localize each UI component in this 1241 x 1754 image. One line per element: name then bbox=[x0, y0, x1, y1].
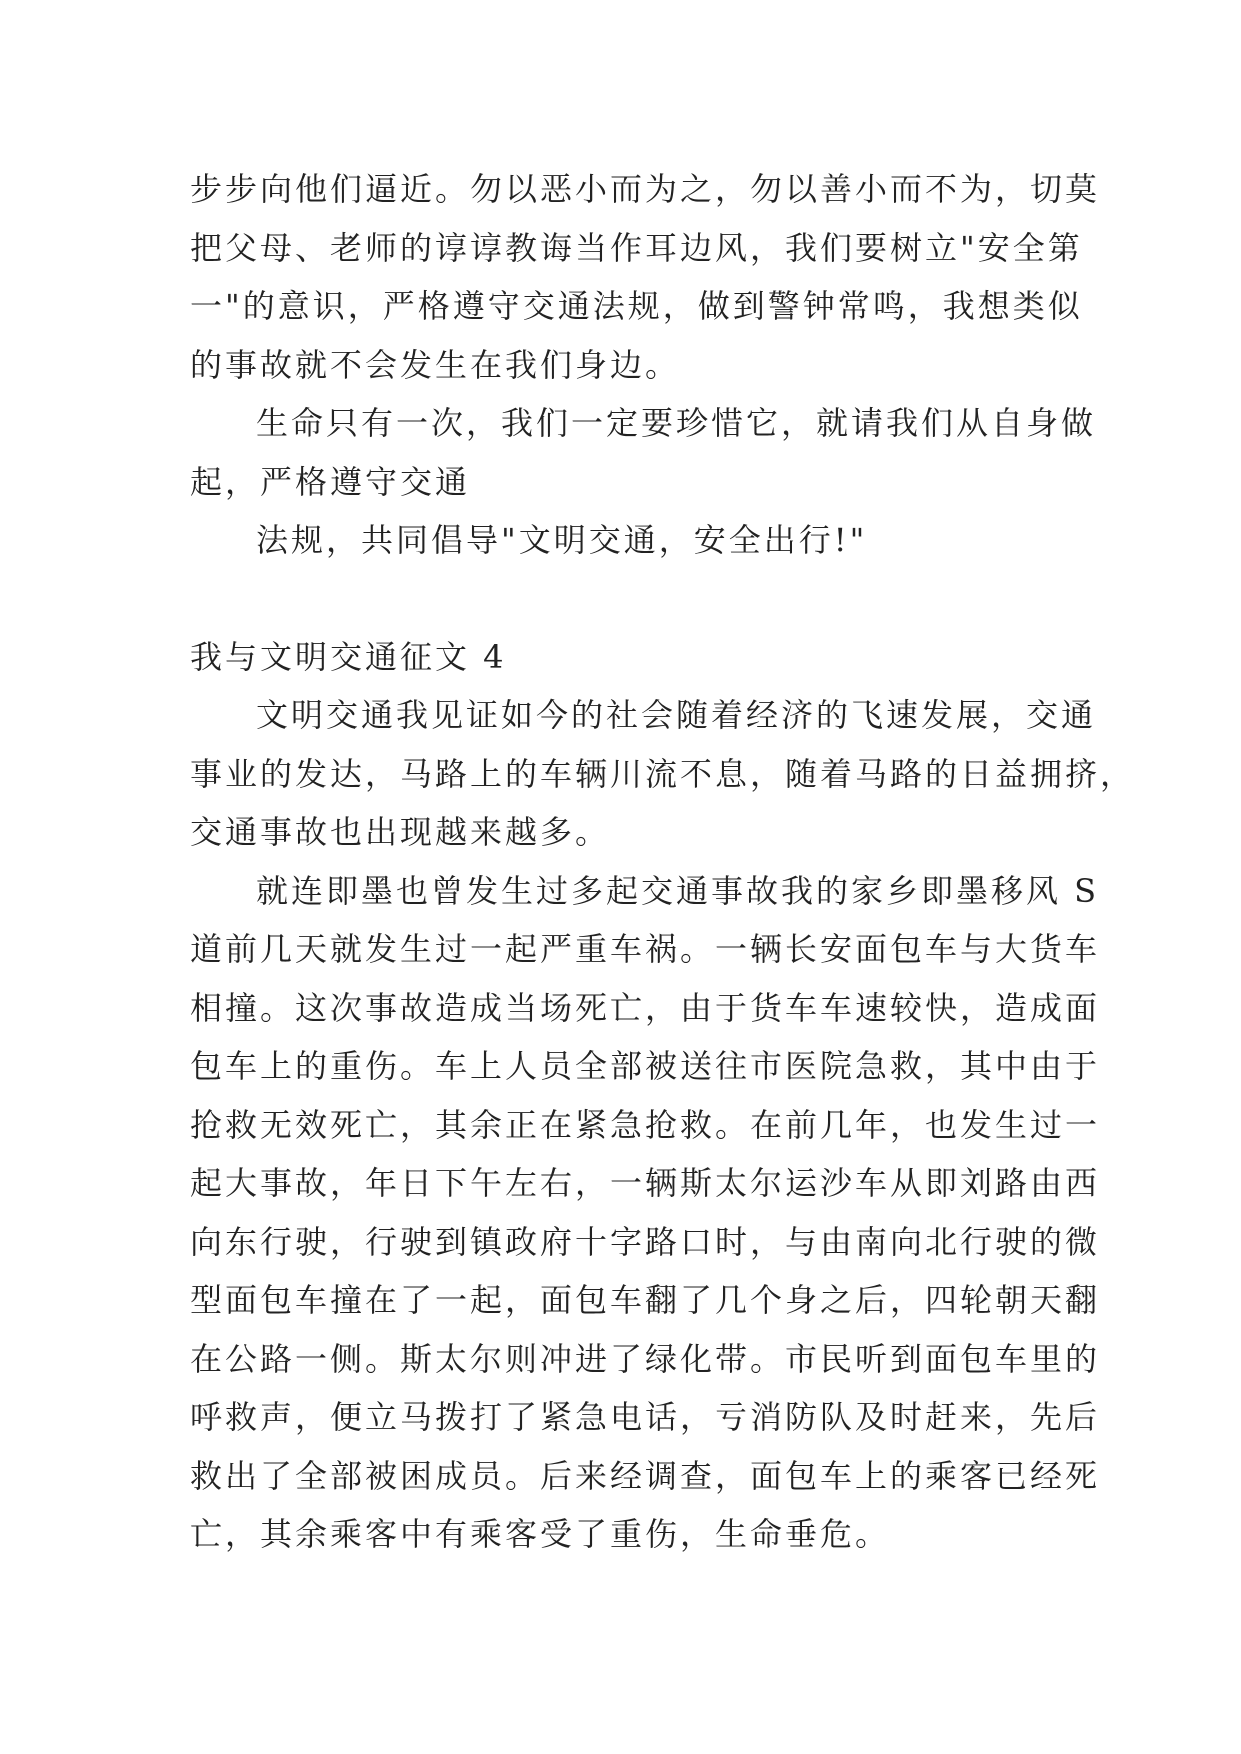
paragraph-line: 相撞。这次事故造成当场死亡，由于货车车速较快，造成面 bbox=[190, 989, 1101, 1027]
paragraph-line: 抢救无效死亡，其余正在紧急抢救。在前几年，也发生过一 bbox=[190, 1106, 1101, 1144]
paragraph-line: 一"的意识，严格遵守交通法规，做到警钟常鸣，我想类似 bbox=[190, 287, 1083, 325]
paragraph-line: 生命只有一次，我们一定要珍惜它，就请我们从自身做 bbox=[256, 404, 1097, 442]
paragraph-line: 起大事故，年日下午左右，一辆斯太尔运沙车从即刘路由西 bbox=[190, 1164, 1101, 1202]
paragraph-line: 亡，其余乘客中有乘客受了重伤，生命垂危。 bbox=[190, 1515, 891, 1553]
paragraph-line: 文明交通我见证如今的社会随着经济的飞速发展，交通 bbox=[256, 696, 1097, 734]
paragraph-line: 型面包车撞在了一起，面包车翻了几个身之后，四轮朝天翻 bbox=[190, 1281, 1101, 1319]
paragraph-line: 步步向他们逼近。勿以恶小而为之，勿以善小而不为，切莫 bbox=[190, 170, 1101, 208]
paragraph-line: 交通事故也出现越来越多。 bbox=[190, 813, 611, 851]
paragraph-line: 事业的发达，马路上的车辆川流不息，随着马路的日益拥挤， bbox=[190, 755, 1136, 793]
section-title: 我与文明交通征文 4 bbox=[190, 638, 507, 676]
paragraph-line: 呼救声，便立马拨打了紧急电话，亏消防队及时赶来，先后 bbox=[190, 1398, 1101, 1436]
paragraph-line: 向东行驶，行驶到镇政府十字路口时，与由南向北行驶的微 bbox=[190, 1223, 1101, 1261]
paragraph-line: 包车上的重伤。车上人员全部被送往市医院急救，其中由于 bbox=[190, 1047, 1101, 1085]
paragraph-line: 起，严格遵守交通 bbox=[190, 463, 471, 501]
paragraph-line: 就连即墨也曾发生过多起交通事故我的家乡即墨移风 S bbox=[256, 872, 1100, 910]
paragraph-line: 道前几天就发生过一起严重车祸。一辆长安面包车与大货车 bbox=[190, 930, 1101, 968]
paragraph-line: 法规，共同倡导"文明交通，安全出行!" bbox=[256, 521, 868, 559]
paragraph-line: 救出了全部被困成员。后来经调查，面包车上的乘客已经死 bbox=[190, 1457, 1101, 1495]
paragraph-line: 的事故就不会发生在我们身边。 bbox=[190, 346, 681, 384]
paragraph-line: 把父母、老师的谆谆教诲当作耳边风，我们要树立"安全第 bbox=[190, 229, 1083, 267]
paragraph-line: 在公路一侧。斯太尔则冲进了绿化带。市民听到面包车里的 bbox=[190, 1340, 1101, 1378]
